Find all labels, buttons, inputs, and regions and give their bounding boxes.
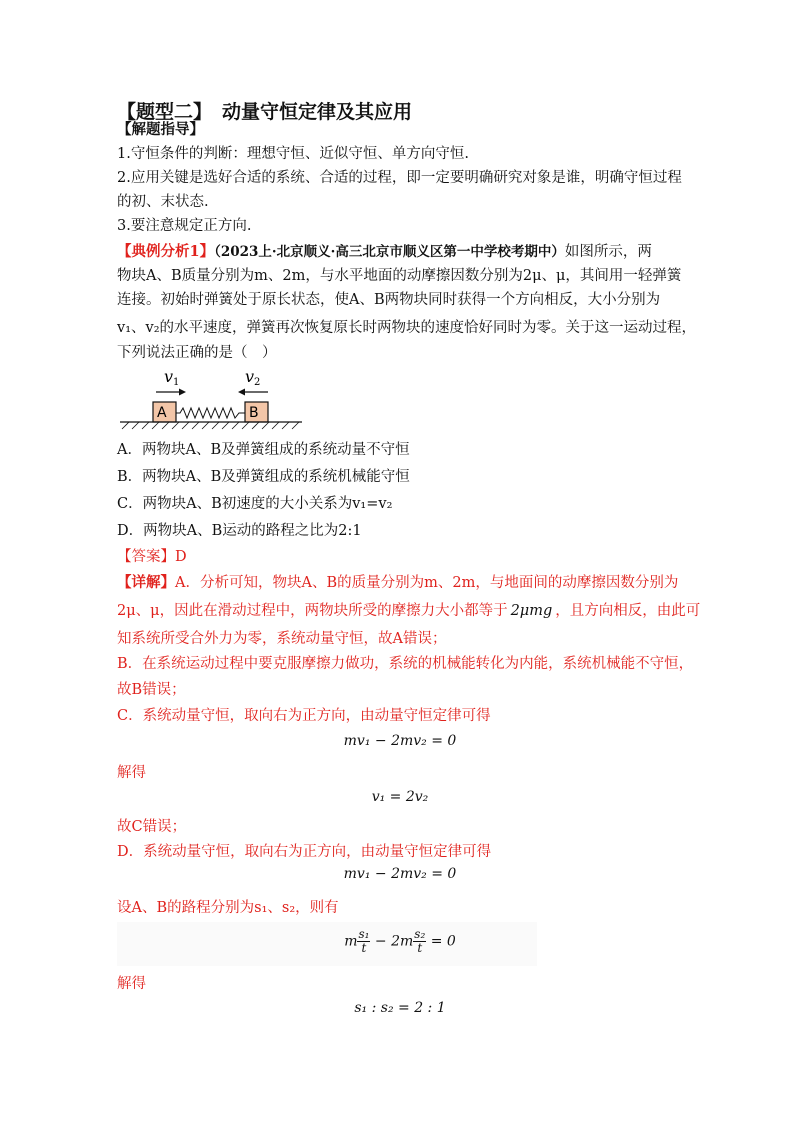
equation-momentum-2: mv₁ − 2mv₂ = 0 [343, 866, 457, 882]
ground-hatch [122, 422, 299, 429]
guide-item-2-line-2: 的初、末状态. [117, 194, 209, 210]
friction-expression: 2μmg [510, 603, 553, 619]
svg-text:v: v [245, 368, 255, 386]
explain-a-line-1-text: A．分析可知，物块A、B的质量分别为m、2m，与地面间的动摩擦因数分别为 [175, 575, 679, 591]
option-c: C．两物块A、B初速度的大小关系为v₁=v₂ [117, 496, 393, 512]
guide-item-1: 1.守恒条件的判断：理想守恒、近似守恒、单方向守恒. [117, 146, 469, 162]
explain-a-line-3: 知系统所受合外力为零，系统动量守恒，故A错误； [117, 631, 447, 647]
guide-heading: 【解题指导】 [117, 122, 204, 138]
fraction-den-2: t [417, 941, 423, 955]
example-line-1 [117, 242, 652, 262]
eq4-tail: = 0 [426, 933, 456, 950]
block-a-label: A [157, 405, 167, 421]
equation-path [0, 928, 800, 955]
svg-text:2: 2 [254, 377, 261, 388]
option-b: B．两物块A、B及弹簧组成的系统机械能守恒 [117, 469, 410, 485]
option-d: D．两物块A、B运动的路程之比为2:1 [117, 523, 362, 539]
explain-b-line-1: B．在系统运动过程中要克服摩擦力做功，系统的机械能转化为内能，系统机械能不守恒， [117, 656, 694, 672]
eq4-m: m [344, 933, 358, 950]
section-title: 动量守恒定律及其应用 [222, 101, 413, 123]
guide-item-3: 3.要注意规定正方向. [117, 218, 252, 234]
explain-b-line-2: 故B错误； [117, 682, 186, 698]
equation-ratio: s₁ : s₂ = 2 : 1 [354, 1000, 446, 1016]
solve-label-2: 解得 [117, 976, 146, 992]
block-b-label: B [249, 405, 259, 421]
explain-d-line-1: D．系统动量守恒，取向右为正方向，由动量守恒定律可得 [117, 844, 492, 860]
explain-a-line-2 [117, 601, 700, 621]
explain-d-line-2: 设A、B的路程分别为s₁、s₂，则有 [117, 900, 339, 916]
section-tag: 【题型二】 [117, 101, 213, 123]
fraction-s2-t [413, 928, 426, 955]
spring-blocks-figure [120, 368, 320, 430]
example-source: （2023上·北京顺义·高三北京市顺义区第一中学校考期中） [214, 244, 565, 260]
explain-a-line-2-text: 2μ、μ，因此在滑动过程中，两物块所受的摩擦力大小都等于 [117, 603, 508, 619]
example-line-1-tail: 如图所示，两 [564, 244, 652, 260]
explain-a-line-2-tail: ，且方向相反，由此可 [555, 603, 701, 619]
eq4-mid: − 2m [370, 933, 414, 950]
explain-tag: 【详解】 [117, 574, 175, 591]
solve-label-1: 解得 [117, 765, 146, 781]
option-a: A．两物块A、B及弹簧组成的系统动量不守恒 [117, 442, 410, 458]
fraction-num-2: s₂ [414, 927, 426, 941]
svg-text:v: v [164, 368, 174, 386]
spring [176, 408, 245, 418]
example-line-3: 连接。初始时弹簧处于原长状态，使A、B两物块同时获得一个方向相反，大小分别为 [117, 292, 661, 308]
equation-momentum-1: mv₁ − 2mv₂ = 0 [343, 733, 457, 749]
fraction-s1-t [357, 928, 370, 955]
answer-label: 【答案】D [117, 549, 187, 565]
guide-item-2-line-1: 2.应用关键是选好合适的系统、合适的过程，即一定要明确研究对象是谁，明确守恒过程 [117, 170, 682, 186]
fraction-num-1: s₁ [358, 927, 370, 941]
example-line-5: 下列说法正确的是（ ） [117, 345, 277, 361]
svg-text:1: 1 [173, 377, 180, 388]
example-line-4: v₁、v₂的水平速度，弹簧再次恢复原长时两物块的速度恰好同时为零。关于这一运动过程， [117, 320, 697, 336]
v2-label [245, 368, 260, 388]
fraction-den-1: t [361, 941, 367, 955]
equation-v1-2v2: v₁ = 2v₂ [371, 789, 429, 805]
explain-a-line-1 [117, 573, 678, 593]
explain-c-end: 故C错误； [117, 819, 187, 835]
example-tag: 【典例分析1】 [117, 243, 215, 260]
explain-c-line-1: C．系统动量守恒，取向右为正方向，由动量守恒定律可得 [117, 708, 491, 724]
arrow-right-icon [156, 389, 186, 396]
example-line-2: 物块A、B质量分别为m、2m，与水平地面的动摩擦因数分别为2μ、μ，其间用一轻弹簧 [117, 268, 682, 284]
v1-label [164, 368, 179, 388]
arrow-left-icon [238, 389, 268, 396]
